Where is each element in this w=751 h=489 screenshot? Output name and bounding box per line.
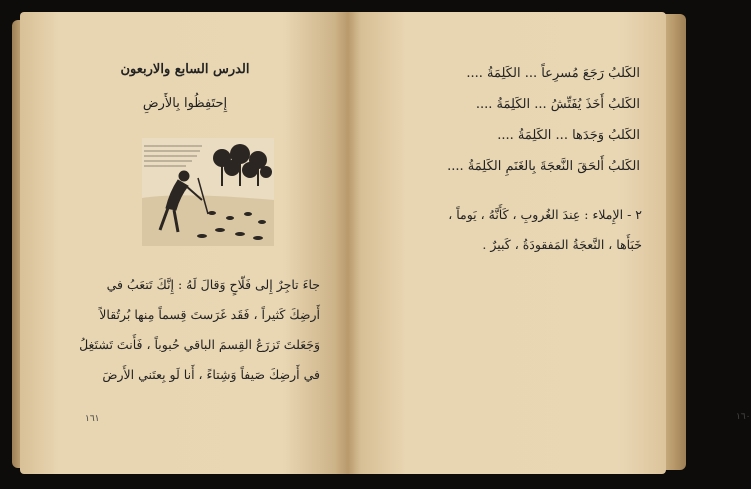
page-number-left: ١٦١ [85, 414, 100, 424]
left-page [20, 12, 348, 474]
right-page [348, 12, 751, 474]
dictation-section [372, 200, 642, 260]
lesson-title: الدرس السابع والاربعون [120, 62, 250, 77]
exercise-line: الكَلبُ أَخَذَ يُفَتِّشُ ... الكَلِمَةُ .... [475, 97, 640, 112]
body-line: وَجَعَلتَ تَزرَعُ القِسمَ الباقي حُبوباً ، فَأَنتَ تَشتَغِلُ [79, 337, 320, 352]
farmer-illustration [142, 138, 274, 246]
body-line: أَرضِكَ كَثيراً ، فَقَد غَرَستَ قِسماً مِنها بُرتُقالاً [99, 307, 320, 322]
dictation-line: خَبَأَها ، النَّعجَةُ المَفقودَةُ ، كَبيرٌ . [482, 237, 642, 252]
lesson-body [58, 270, 320, 390]
exercise-section [378, 58, 640, 182]
body-line: في أَرضِكَ صَيفاً وَشِتاءً ، أَنا لَو بِعتَني الأَرضَ [102, 367, 320, 382]
body-line: جاءَ تاجِرٌ إِلى فَلّاحٍ وَقالَ لَهُ : إِنَّكَ تَتعَبُ في [106, 277, 320, 292]
exercise-line: الكَلبُ وَجَدَها ... الكَلِمَةُ .... [497, 128, 640, 143]
dictation-line: ٢ - الإِملاء : عِندَ الغُروبِ ، كَأَنَّهُ ، يَوماً ، [448, 207, 642, 222]
exercise-line: الكَلبُ رَجَعَ مُسرِعاً ... الكَلِمَةُ .... [466, 66, 640, 81]
exercise-line: الكَلبُ أَلحَقَ النَّعجَةَ بِالغَنَمِ الكَلِمَةُ .... [447, 159, 640, 174]
page-number-right: ١٦٠ [736, 412, 751, 422]
book-edge-right [664, 14, 686, 470]
lesson-subtitle: إِحتَفِظُوا بِالأَرضِ [142, 96, 228, 111]
